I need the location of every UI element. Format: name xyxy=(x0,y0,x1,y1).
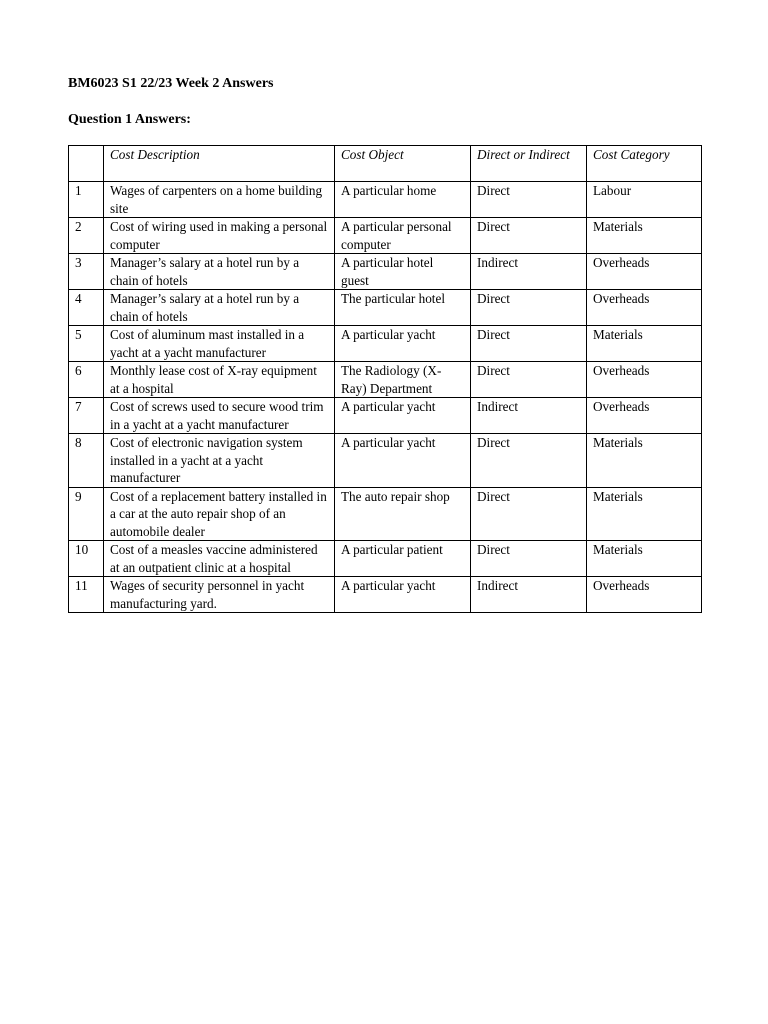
header-cost-object: Cost Object xyxy=(335,146,471,182)
cost-description: Manager’s salary at a hotel run by a chain of hotels xyxy=(104,254,335,290)
table-row xyxy=(69,182,702,218)
cost-object: The auto repair shop xyxy=(335,487,471,541)
cost-description: Cost of aluminum mast installed in a yacht at a yacht manufacturer xyxy=(104,326,335,362)
cost-category: Materials xyxy=(587,541,702,577)
cost-object: A particular yacht xyxy=(335,434,471,488)
cost-description: Wages of carpenters on a home building site xyxy=(104,182,335,218)
table-row xyxy=(69,541,702,577)
cost-category: Materials xyxy=(587,487,702,541)
cost-object: The particular hotel xyxy=(335,290,471,326)
header-direct-or-indirect: Direct or Indirect xyxy=(471,146,587,182)
header-number xyxy=(69,146,104,182)
row-number: 2 xyxy=(69,218,104,254)
row-number: 7 xyxy=(69,398,104,434)
cost-description: Cost of wiring used in making a personal computer xyxy=(104,218,335,254)
row-number: 6 xyxy=(69,362,104,398)
cost-object: The Radiology (X-Ray) Department xyxy=(335,362,471,398)
direct-indirect: Indirect xyxy=(471,398,587,434)
cost-category: Overheads xyxy=(587,398,702,434)
cost-object: A particular personal computer xyxy=(335,218,471,254)
cost-description: Wages of security personnel in yacht manufacturing yard. xyxy=(104,577,335,613)
cost-category: Materials xyxy=(587,434,702,488)
row-number: 10 xyxy=(69,541,104,577)
direct-indirect: Direct xyxy=(471,182,587,218)
cost-description: Cost of a replacement battery installed in a car at the auto repair shop of an automobile dealer xyxy=(104,487,335,541)
direct-indirect: Direct xyxy=(471,326,587,362)
cost-category: Overheads xyxy=(587,577,702,613)
document-title: BM6023 S1 22/23 Week 2 Answers xyxy=(68,76,274,91)
question-heading: Question 1 Answers: xyxy=(68,112,191,127)
cost-category: Overheads xyxy=(587,254,702,290)
cost-object: A particular home xyxy=(335,182,471,218)
cost-description: Monthly lease cost of X-ray equipment at a hospital xyxy=(104,362,335,398)
row-number: 5 xyxy=(69,326,104,362)
cost-category: Materials xyxy=(587,326,702,362)
cost-description: Manager’s salary at a hotel run by a chain of hotels xyxy=(104,290,335,326)
cost-object: A particular yacht xyxy=(335,398,471,434)
row-number: 8 xyxy=(69,434,104,488)
direct-indirect: Direct xyxy=(471,434,587,488)
table-row xyxy=(69,254,702,290)
cost-category: Overheads xyxy=(587,290,702,326)
table-header-row xyxy=(69,146,702,182)
table-row xyxy=(69,290,702,326)
table-row xyxy=(69,326,702,362)
direct-indirect: Indirect xyxy=(471,254,587,290)
cost-category: Labour xyxy=(587,182,702,218)
row-number: 3 xyxy=(69,254,104,290)
table-row xyxy=(69,487,702,541)
cost-object: A particular patient xyxy=(335,541,471,577)
table-row xyxy=(69,398,702,434)
cost-classification-table xyxy=(68,145,702,613)
header-cost-description: Cost Description xyxy=(104,146,335,182)
cost-description: Cost of screws used to secure wood trim in a yacht at a yacht manufacturer xyxy=(104,398,335,434)
table-row xyxy=(69,577,702,613)
direct-indirect: Direct xyxy=(471,487,587,541)
direct-indirect: Direct xyxy=(471,362,587,398)
row-number: 11 xyxy=(69,577,104,613)
direct-indirect: Direct xyxy=(471,290,587,326)
cost-object: A particular hotel guest xyxy=(335,254,471,290)
cost-object: A particular yacht xyxy=(335,577,471,613)
row-number: 1 xyxy=(69,182,104,218)
cost-description: Cost of electronic navigation system installed in a yacht at a yacht manufacturer xyxy=(104,434,335,488)
direct-indirect: Direct xyxy=(471,541,587,577)
table-row xyxy=(69,218,702,254)
cost-category: Materials xyxy=(587,218,702,254)
header-cost-category: Cost Category xyxy=(587,146,702,182)
direct-indirect: Indirect xyxy=(471,577,587,613)
cost-category: Overheads xyxy=(587,362,702,398)
row-number: 9 xyxy=(69,487,104,541)
table-row xyxy=(69,362,702,398)
row-number: 4 xyxy=(69,290,104,326)
table-row xyxy=(69,434,702,488)
direct-indirect: Direct xyxy=(471,218,587,254)
cost-description: Cost of a measles vaccine administered at an outpatient clinic at a hospital xyxy=(104,541,335,577)
cost-object: A particular yacht xyxy=(335,326,471,362)
